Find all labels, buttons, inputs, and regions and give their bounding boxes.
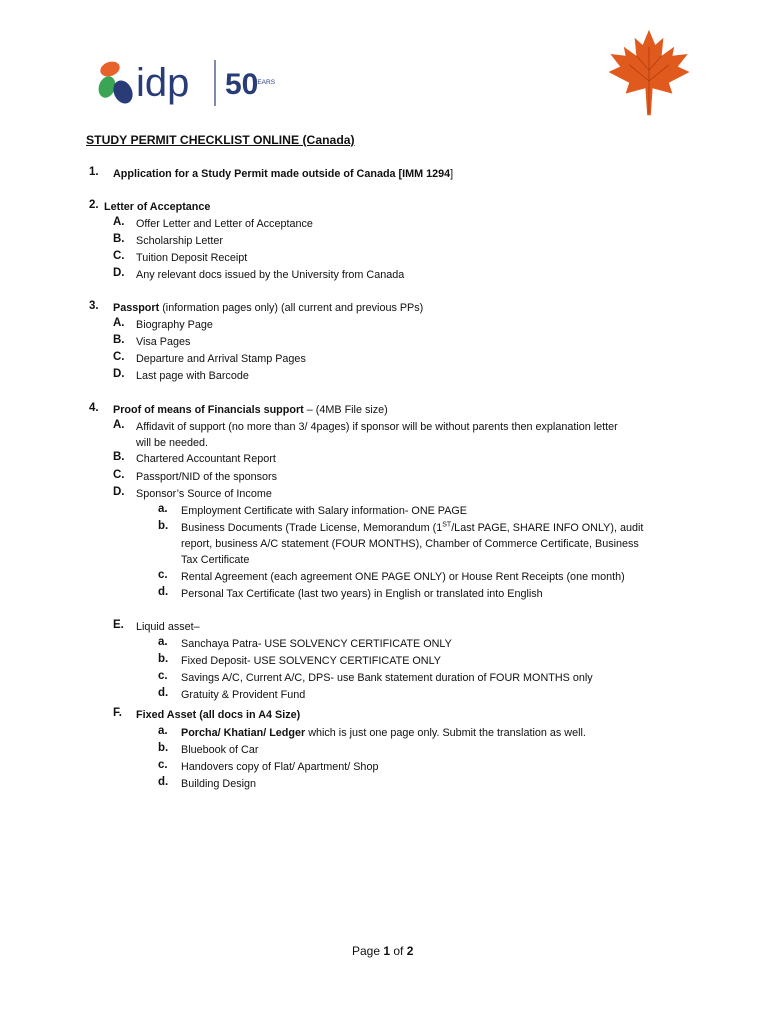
list-item-continuation: will be needed. xyxy=(136,437,209,449)
list-item: Affidavit of support (no more than 3/ 4pages) if sponsor will be without parents then explanation letter xyxy=(136,421,618,433)
page-number: Page 1 of 2 xyxy=(352,944,414,958)
list-item-marker: A. xyxy=(113,216,125,228)
list-item-marker: B. xyxy=(113,334,125,346)
sub-item-marker: b. xyxy=(158,742,169,754)
list-item-marker: D. xyxy=(113,486,125,498)
sub-item: Business Documents (Trade License, Memorandum (1ST/Last PAGE, SHARE INFO ONLY), audit xyxy=(181,521,644,534)
idp-petals-icon xyxy=(96,59,136,107)
section-2-heading: Letter of Acceptance xyxy=(104,201,211,213)
sub-item: Personal Tax Certificate (last two years) in English or translated into English xyxy=(181,588,543,600)
sub-item-marker: c. xyxy=(158,569,168,581)
section-4-heading: Proof of means of Financials support – (4MB File size) xyxy=(113,404,388,416)
sub-item: Bluebook of Car xyxy=(181,744,259,756)
list-item: Visa Pages xyxy=(136,336,191,348)
anniversary-number: 50 xyxy=(225,68,259,101)
section-4-marker: 4. xyxy=(89,402,99,414)
sub-item-continuation: Tax Certificate xyxy=(181,554,250,566)
sub-item-marker: c. xyxy=(158,670,168,682)
section-3-marker: 3. xyxy=(89,300,99,312)
section-2-marker: 2. xyxy=(89,199,99,211)
list-item: Fixed Asset (all docs in A4 Size) xyxy=(136,709,301,721)
list-item-marker: C. xyxy=(113,351,125,363)
list-item-marker: C. xyxy=(113,469,125,481)
sub-item-marker: d. xyxy=(158,776,169,788)
section-1-marker: 1. xyxy=(89,166,99,178)
sub-item-marker: d. xyxy=(158,586,169,598)
sub-item-marker: a. xyxy=(158,503,168,515)
section-3-heading: Passport (information pages only) (all current and previous PPs) xyxy=(113,302,424,314)
anniversary-word: YEARS xyxy=(253,79,276,86)
sub-item-marker: a. xyxy=(158,636,168,648)
section-1-heading: Application for a Study Permit made outside of Canada [IMM 1294] xyxy=(113,168,454,180)
sub-item: Employment Certificate with Salary information- ONE PAGE xyxy=(181,505,468,517)
sub-item-continuation: report, business A/C statement (FOUR MONTHS), Chamber of Commerce Certificate, Business xyxy=(181,538,639,550)
list-item-marker: D. xyxy=(113,267,125,279)
list-item: Any relevant docs issued by the University from Canada xyxy=(136,269,405,281)
sub-item: Building Design xyxy=(181,778,257,790)
list-item-marker: E. xyxy=(113,619,124,631)
list-item-marker: A. xyxy=(113,317,125,329)
imm-form-ref: IMM 1294 xyxy=(402,168,451,180)
sub-item-marker: d. xyxy=(158,687,169,699)
sub-item-marker: b. xyxy=(158,520,169,532)
list-item: Biography Page xyxy=(136,319,213,331)
list-item: Sponsor’s Source of Income xyxy=(136,488,272,500)
list-item: Tuition Deposit Receipt xyxy=(136,252,248,264)
list-item: Liquid asset– xyxy=(136,621,200,633)
list-item: Passport/NID of the sponsors xyxy=(136,471,278,483)
sub-item-marker: b. xyxy=(158,653,169,665)
page-title: STUDY PERMIT CHECKLIST ONLINE (Canada) xyxy=(86,133,355,147)
list-item: Last page with Barcode xyxy=(136,370,249,382)
sub-item-marker: c. xyxy=(158,759,168,771)
list-item: Scholarship Letter xyxy=(136,235,224,247)
sub-item: Fixed Deposit- USE SOLVENCY CERTIFICATE ONLY xyxy=(181,655,441,667)
list-item: Chartered Accountant Report xyxy=(136,453,276,465)
list-item-marker: D. xyxy=(113,368,125,380)
maple-leaf-icon xyxy=(604,26,694,118)
idp-logo xyxy=(96,56,296,108)
list-item-marker: B. xyxy=(113,233,125,245)
sub-item-marker: a. xyxy=(158,725,168,737)
sub-item: Porcha/ Khatian/ Ledger which is just one page only. Submit the translation as well. xyxy=(181,727,586,739)
sub-item: Rental Agreement (each agreement ONE PAGE ONLY) or House Rent Receipts (one month) xyxy=(181,571,625,583)
list-item-marker: C. xyxy=(113,250,125,262)
sub-item: Sanchaya Patra- USE SOLVENCY CERTIFICATE ONLY xyxy=(181,638,452,650)
list-item: Departure and Arrival Stamp Pages xyxy=(136,353,306,365)
sub-item: Gratuity & Provident Fund xyxy=(181,689,306,701)
list-item-marker: F. xyxy=(113,707,122,719)
list-item-marker: A. xyxy=(113,419,125,431)
list-item-marker: B. xyxy=(113,451,125,463)
sub-item: Savings A/C, Current A/C, DPS- use Bank statement duration of FOUR MONTHS only xyxy=(181,672,593,684)
sub-item: Handovers copy of Flat/ Apartment/ Shop xyxy=(181,761,379,773)
logo-text: idp xyxy=(136,61,190,105)
list-item: Offer Letter and Letter of Acceptance xyxy=(136,218,313,230)
